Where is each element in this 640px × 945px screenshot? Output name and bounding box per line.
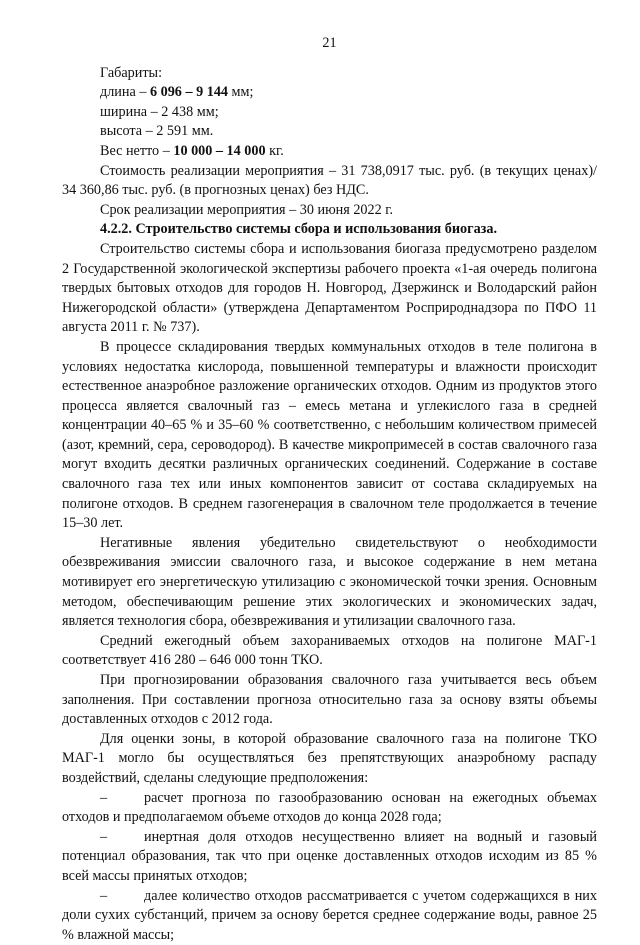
height-line: высота – 2 591 мм. [100,123,214,140]
paragraph: Средний ежегодный объем захораниваемых отходов на полигоне МАГ-1 соответствует 416 280 – 646 000 тонн ТКО. [62,632,597,669]
weight-unit: кг. [265,142,284,159]
paragraph: Негативные явления убедительно свидетельствуют о необходимости обезвреживания эмиссии свалочного газа, и высокое содержание в нем метана мотивирует его энергетическую утилизацию с экономической точки зрения. Основным методом, обеспечивающим решение этих экологических и экономических задач, является технология сбора, обезвреживания и утилизации свалочного газа. [62,534,597,630]
paragraph: В процессе складирования твердых коммунальных отходов в теле полигона в условиях недостатка кислорода, повышенной температуры и влажности происходит естественное анаэробное разложение органических отходов. Одним из продуктов этого процесса является свалочный газ – емесь метана и углекислого газа в средней концентрации 40–65 % и 35–60 % соответственно, с небольшим количеством примесей (азот, кремний, сера, сероводород). В качестве микропримесей в состав свалочного газа могут входить десятки различных органических соединений. Содержание в составе свалочного газа тех или иных компонентов зависит от состава складируемых на полигоне отходов. В среднем газогенерация в свалочном теле продолжается в течение 15–30 лет. [62,338,597,532]
list-dash: – [100,887,108,904]
page-number: 21 [322,35,337,51]
length-value: 6 096 – 9 144 [149,84,228,101]
list-item-text: инертная доля отходов несущественно влияет на водный и газовый потенциал образования, так что при оценке доставленных отходов исходим из 85 % всей массы принятых отходов; [62,828,597,884]
length-line [62,83,597,103]
length-label: длина – [100,84,150,101]
length-unit: мм; [228,84,254,101]
weight-line [62,142,597,162]
deadline-paragraph: Срок реализации мероприятия – 30 июня 2022 г. [100,201,394,218]
paragraph: Строительство системы сбора и использования биогаза предусмотрено разделом 2 Государственной экологической экспертизы рабочего проекта «1-ая очередь полигона твердых бытовых отходов для городов Н. Новгород, Дзержинск и Володарский район Нижегородской области» (утверждена Департаментом Росприроднадзора по ПФО 11 августа 2011 г. № 737). [62,240,597,336]
paragraph: Для оценки зоны, в которой образование свалочного газа на полигоне ТКО МАГ-1 могло бы осуществляться без препятствующих анаэробному распаду воздействий, сделаны следующие предположения: [62,730,597,786]
paragraph: При прогнозировании образования свалочного газа учитывается весь объем заполнения. При составлении прогноза относительно газа за основу взяты объемы доставленных отходов с 2012 года. [62,672,597,728]
cost-paragraph: Стоимость реализации мероприятия – 31 738,0917 тыс. руб. (в текущих ценах)/ 34 360,86 тыс. руб. (в прогнозных ценах) без НДС. [62,162,597,199]
gabarity-title: Габариты: [100,64,163,81]
list-item [62,828,597,887]
list-dash: – [100,789,108,806]
document-page [62,34,597,945]
list-item-text: далее количество отходов рассматривается с учетом содержащихся в них доли сухих субстанций, причем за основу берется среднее содержание воды, равное 25 % влажной массы; [62,887,597,943]
width-line: ширина – 2 438 мм; [100,103,219,120]
weight-label: Вес нетто – [100,142,174,159]
section-heading: 4.2.2. Строительство системы сбора и использования биогаза. [100,221,498,238]
list-item [62,887,597,945]
list-dash: – [100,828,108,845]
weight-value: 10 000 – 14 000 [173,142,266,159]
list-item-text: расчет прогноза по газообразованию основан на ежегодных объемах отходов и предполагаемом объеме отходов до конца 2028 года; [62,789,597,826]
list-item [62,789,597,828]
